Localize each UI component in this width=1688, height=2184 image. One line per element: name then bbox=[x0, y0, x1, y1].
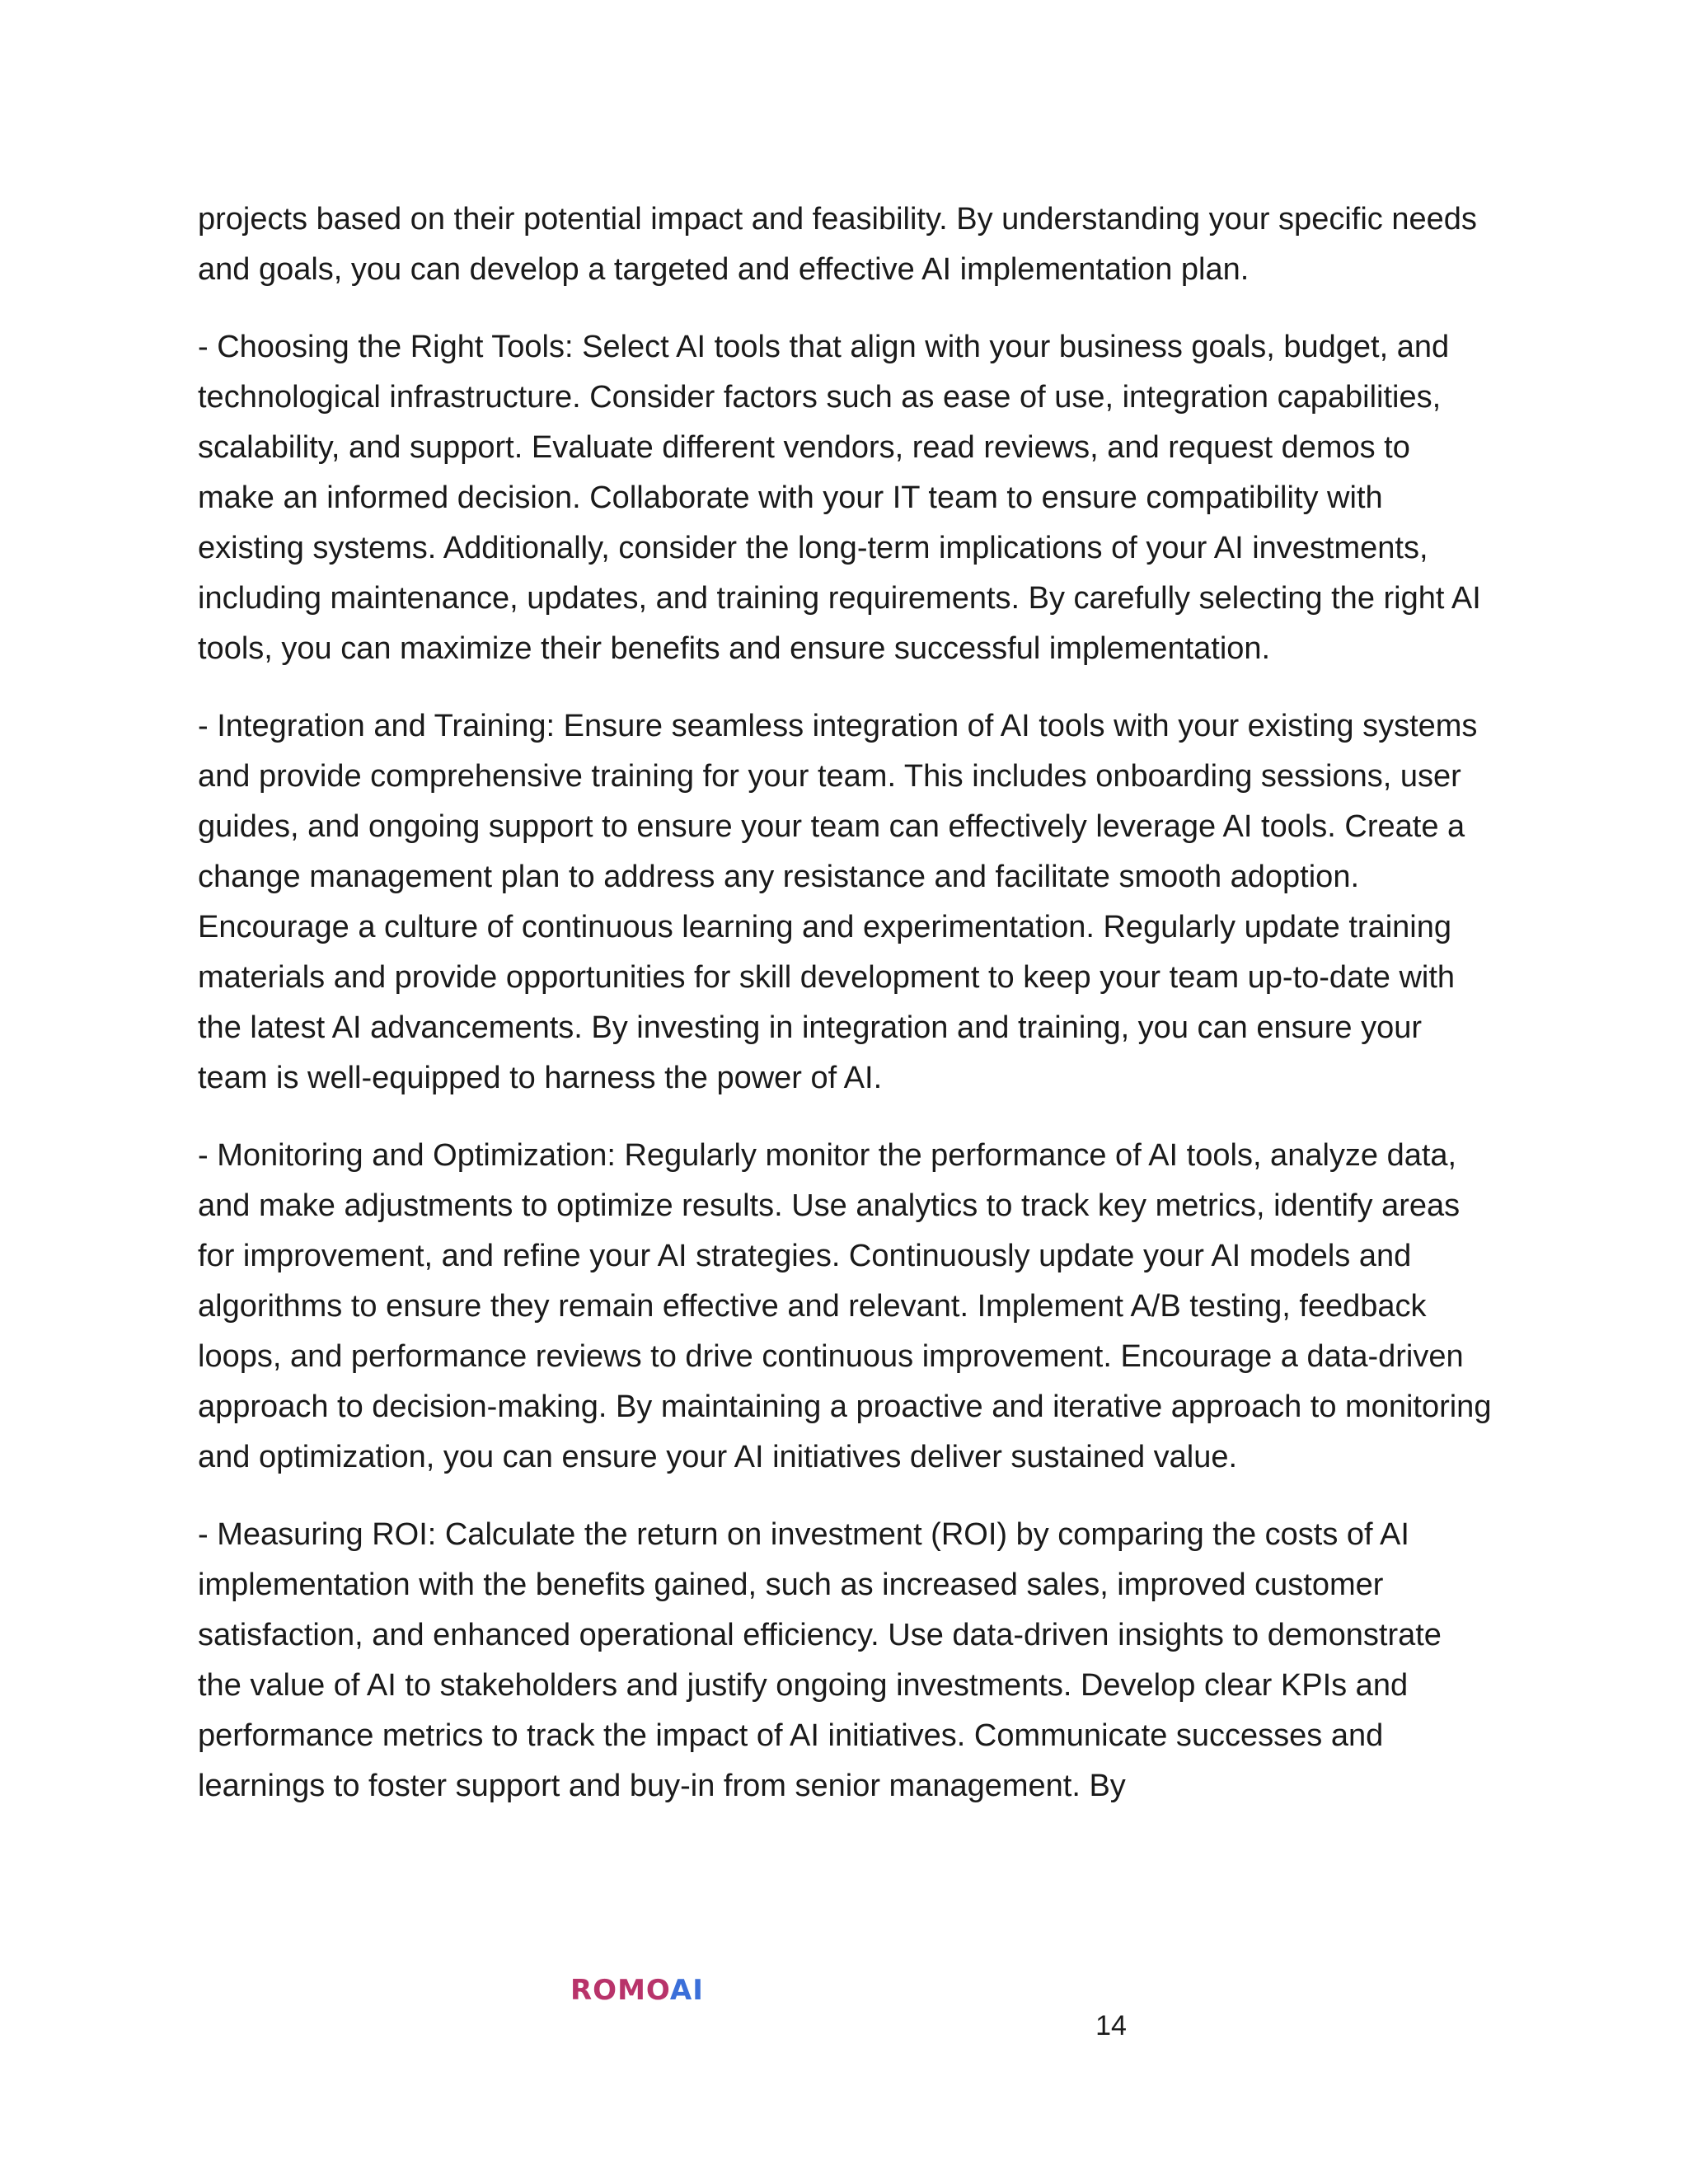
paragraph-monitoring-optimization: - Monitoring and Optimization: Regularly monitor the performance of AI tools, analyze data, and make adjustments to optimize results. Use analytics to track key metrics, identify areas for improvement, and refine your AI strategies. Continuously update your AI models and algorithms to ensure they remain effective and relevant. Implement A/B testing, feedback loops, and performance reviews to drive continuous improvement. Encourage a data-driven approach to decision-making. By maintaining a proactive and iterative approach to monitoring and optimization, you can ensure your AI initiatives deliver sustained value. bbox=[198, 1138, 1492, 1474]
romoai-logo bbox=[570, 1974, 704, 2007]
logo-text-ai: AI bbox=[669, 1974, 704, 2007]
document-body bbox=[198, 194, 1493, 1839]
logo-text-romo: ROMO bbox=[570, 1974, 670, 2007]
paragraph-choosing-right-tools: - Choosing the Right Tools: Select AI tools that align with your business goals, budget, and technological infrastructure. Consider factors such as ease of use, integration capabilities, scalability, and support. Evaluate different vendors, read reviews, and request demos to make an informed decision. Collaborate with your IT team to ensure compatibility with existing systems. Additionally, consider the long-term implications of your AI investments, including maintenance, updates, and training requirements. By carefully selecting the right AI tools, you can maximize their benefits and ensure successful implementation. bbox=[198, 330, 1481, 666]
page-number: 14 bbox=[1095, 2010, 1127, 2041]
paragraph-intro-continuation: projects based on their potential impact and feasibility. By understanding your specific needs and goals, you can develop a targeted and effective AI implementation plan. bbox=[198, 202, 1477, 287]
paragraph-integration-training: - Integration and Training: Ensure seamless integration of AI tools with your existing systems and provide comprehensive training for your team. This includes onboarding sessions, user guides, and ongoing support to ensure your team can effectively leverage AI tools. Create a change management plan to address any resistance and facilitate smooth adoption. Encourage a culture of continuous learning and experimentation. Regularly update training materials and provide opportunities for skill development to keep your team up-to-date with the latest AI advancements. By investing in integration and training, you can ensure your team is well-equipped to harness the power of AI. bbox=[198, 709, 1478, 1095]
paragraph-measuring-roi: - Measuring ROI: Calculate the return on investment (ROI) by comparing the costs of AI implementation with the benefits gained, such as increased sales, improved customer satisfaction, and enhanced operational efficiency. Use data-driven insights to demonstrate the value of AI to stakeholders and justify ongoing investments. Develop clear KPIs and performance metrics to track the impact of AI initiatives. Communicate successes and learnings to foster support and buy-in from senior management. By bbox=[198, 1517, 1442, 1803]
